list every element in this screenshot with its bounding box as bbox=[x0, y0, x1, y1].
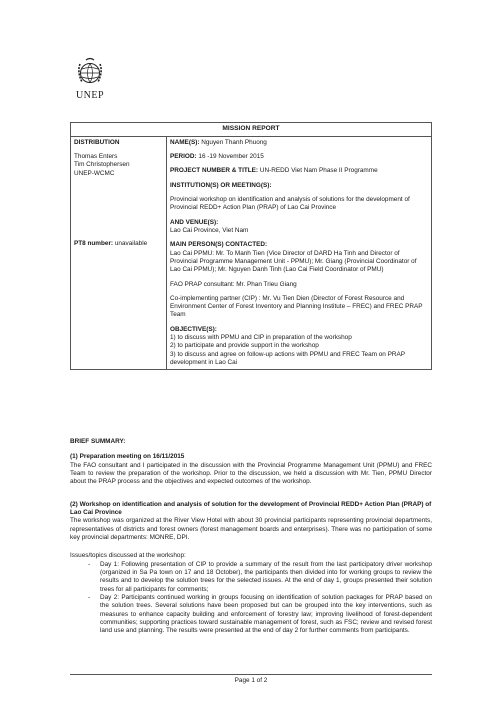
distribution-list bbox=[74, 153, 163, 178]
section-2-title: (2) Workshop on identification and analysis of solution for the development of Provincial REDD+ Action Plan (PRAP) of Lao Cai Province bbox=[70, 500, 432, 516]
section-1-text: The FAO consultant and I participated in the discussion with the Provincial Programme Management Unit (PPMU) and FREC Team to review the preparation of the workshop. Prior to the discussion, we held a discussion with Mr. Tien, PPMU Director about the PRAP process and the objectives and expected outcomes of the workshop. bbox=[70, 461, 432, 486]
unep-logo bbox=[70, 56, 110, 108]
section-1-title: (1) Preparation meeting on 16/11/2015 bbox=[70, 453, 185, 461]
objective-item: 3) to discuss and agree on follow-up actions with PPMU and FREC Team on PRAP development in Lao Cai bbox=[170, 350, 405, 367]
page-footer bbox=[70, 674, 432, 685]
mission-report-table bbox=[70, 122, 432, 370]
recipient: Thomas Enters bbox=[74, 152, 118, 160]
contacted-label: MAIN PERSON(S) CONTACTED: bbox=[170, 241, 268, 249]
issues-intro: Issues/topics discussed at the workshop: bbox=[70, 552, 186, 560]
period-field: PERIOD: 16 -19 November 2015 bbox=[170, 152, 264, 160]
report-title: MISSION REPORT bbox=[71, 123, 432, 137]
issue-item: - Day 1: Following presentation of CIP to provide a summary of the result from the last participatory driver workshop (organized in Sa Pa town on 17 and 18 October), the participants then divided into for working groups to review the results and to develop the solution trees for the selected issues. At the end of day 1, groups presented their solution trees for all participants for comments; bbox=[88, 560, 432, 593]
left-column bbox=[71, 136, 167, 370]
names-field: NAME(S): Nguyen Thanh Phuong bbox=[170, 138, 267, 146]
summary-heading: BRIEF SUMMARY: bbox=[70, 438, 126, 445]
distribution-label: DISTRIBUTION bbox=[74, 138, 120, 146]
recipient: UNEP-WCMC bbox=[74, 169, 115, 177]
recipient: Tim Christophersen bbox=[74, 161, 130, 169]
issues-list bbox=[70, 561, 432, 636]
institution-value: Provincial workshop on identification and analysis of solutions for the development of Provincial REDD+ Action Plan (PRAP) of Lao Cai Province bbox=[170, 195, 410, 212]
project-field: PROJECT NUMBER & TITLE: UN-REDD Viet Nam Phase II Programme bbox=[170, 167, 378, 175]
venue-label: AND VENUE(S): bbox=[170, 218, 219, 226]
co-implementing-partner: Co-implementing partner (CIP) : Mr. Vu Tien Dien (Director of Forest Resource and Environment Center of Forest Inventory and Planning Institute – FREC) and FREC PRAP Team bbox=[170, 294, 423, 319]
objectives-list bbox=[170, 334, 428, 367]
institution-label: INSTITUTION(S) OR MEETING(S): bbox=[170, 181, 272, 189]
fao-consultant: FAO PRAP consultant: Mr. Phan Trieu Giang bbox=[170, 280, 297, 288]
contacted-value: Lao Cai PPMU: Mr. To Manh Tien (Vice Director of DARD Ha Tinh and Director of Provincial Programme Management Unit - PPMU); Mr. Giang (Provincial Coordinator of Lao Cai PPMU); Mr. Nguyen Danh Tinh (Lao Cai Field Coordinator of PMU) bbox=[170, 249, 417, 274]
section-2-text: The workshop was organized at the River View Hotel with about 30 provincial participants representing provincial departments, representatives of districts and forest owners (forest management boards and enterprises). There was no participation of some key provincial departments: MONRE, DPI. bbox=[70, 517, 432, 541]
objective-item: 1) to discuss with PPMU and CIP in preparation of the workshop bbox=[170, 334, 352, 342]
objective-item: 2) to participate and provide support in the workshop bbox=[170, 342, 319, 350]
unep-emblem-icon bbox=[74, 56, 106, 88]
issue-item: - Day 2: Participants continued working in groups focusing on identification of solution packages for PRAP based on the solution trees. Several solutions have been proposed but can be grouped into the key interventions, such as measures to enhance capacity building and enforcement of forestry law; improving livelihood of forest-dependent communities; supporting practices toward sustainable management of forest, such as FSC; review and revised forest land use and planning. The results were presented at the end of day 2 for further comments from participants. bbox=[88, 593, 432, 635]
page-number: Page 1 of 2 bbox=[234, 677, 268, 684]
pt8-number: PT8 number: unavailable bbox=[74, 239, 148, 247]
venue-value: Lao Cai Province, Viet Nam bbox=[170, 226, 249, 234]
logo-text: UNEP bbox=[75, 90, 105, 101]
objective-label: OBJECTIVE(S): bbox=[170, 325, 217, 333]
right-column bbox=[167, 136, 432, 370]
brief-summary bbox=[70, 438, 432, 636]
